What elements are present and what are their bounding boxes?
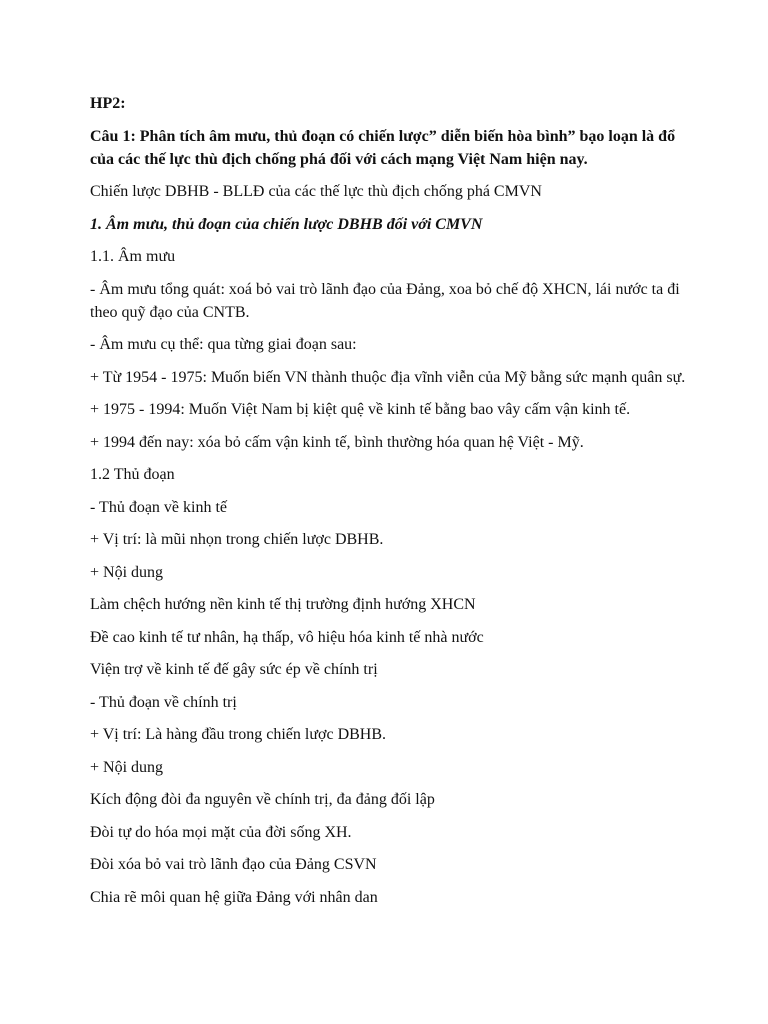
economic-content-label: + Nội dung (90, 563, 164, 581)
specific-plot-line: - Âm mưu cụ thể: qua từng giai đoạn sau: (90, 336, 357, 353)
political-item-2: Đòi tự do hóa mọi mặt của đời sống XH. (90, 823, 352, 841)
general-plot-line: - Âm mưu tổng quát: xoá bỏ vai trò lãnh đạo của Đảng, xoa bỏ chế độ XHCN, lái nước ta đi theo quỹ đạo của CNTB. (90, 280, 680, 321)
stage-3-line: + 1994 đến nay: xóa bỏ cấm vận kinh tế, bình thường hóa quan hệ Việt - Mỹ. (90, 433, 584, 451)
section-1-1-title: 1.1. Âm mưu (90, 248, 176, 265)
political-content-label: + Nội dung (90, 758, 164, 776)
intro-text: Chiến lược DBHB - BLLĐ của các thế lực thù địch chống phá CMVN (90, 183, 542, 200)
document-page (90, 92, 690, 918)
stage-2-line: + 1975 - 1994: Muốn Việt Nam bị kiệt quệ về kinh tế bằng bao vây cấm vận kinh tế. (90, 401, 631, 418)
economic-tactics-title: - Thủ đoạn về kinh tế (90, 498, 228, 516)
section-1-title: 1. Âm mưu, thủ đoạn của chiến lược DBHB đối với CMVN (90, 215, 483, 233)
economic-item-3: Viện trợ về kinh tế đế gây sức ép về chính trị (90, 661, 378, 678)
question-text: Câu 1: Phân tích âm mưu, thủ đoạn có chiến lược” diễn biến hòa bình” bạo loạn là đổ của các thế lực thù địch chống phá đối với cách mạng Việt Nam hiện nay. (90, 127, 676, 168)
economic-item-1: Làm chệch hướng nền kinh tế thị trường định hướng XHCN (90, 596, 476, 613)
political-item-3: Đòi xóa bỏ vai trò lãnh đạo của Đảng CSVN (90, 856, 377, 873)
economic-position-line: + Vị trí: là mũi nhọn trong chiến lược DBHB. (90, 531, 384, 548)
stage-1-line: + Từ 1954 - 1975: Muốn biến VN thành thuộc địa vĩnh viễn của Mỹ bằng sức mạnh quân sự. (90, 368, 686, 386)
political-item-4: Chia rẽ môi quan hệ giữa Đảng với nhân dan (90, 888, 378, 906)
political-item-1: Kích động đòi đa nguyên về chính trị, đa đảng đối lập (90, 791, 435, 808)
political-position-line: + Vị trí: Là hàng đầu trong chiến lược DBHB. (90, 726, 387, 743)
economic-item-2: Đề cao kinh tế tư nhân, hạ thấp, vô hiệu hóa kinh tế nhà nước (90, 628, 484, 646)
document-heading: HP2: (90, 95, 126, 112)
political-tactics-title: - Thủ đoạn về chính trị (90, 693, 237, 711)
section-1-2-title: 1.2 Thủ đoạn (90, 466, 175, 483)
